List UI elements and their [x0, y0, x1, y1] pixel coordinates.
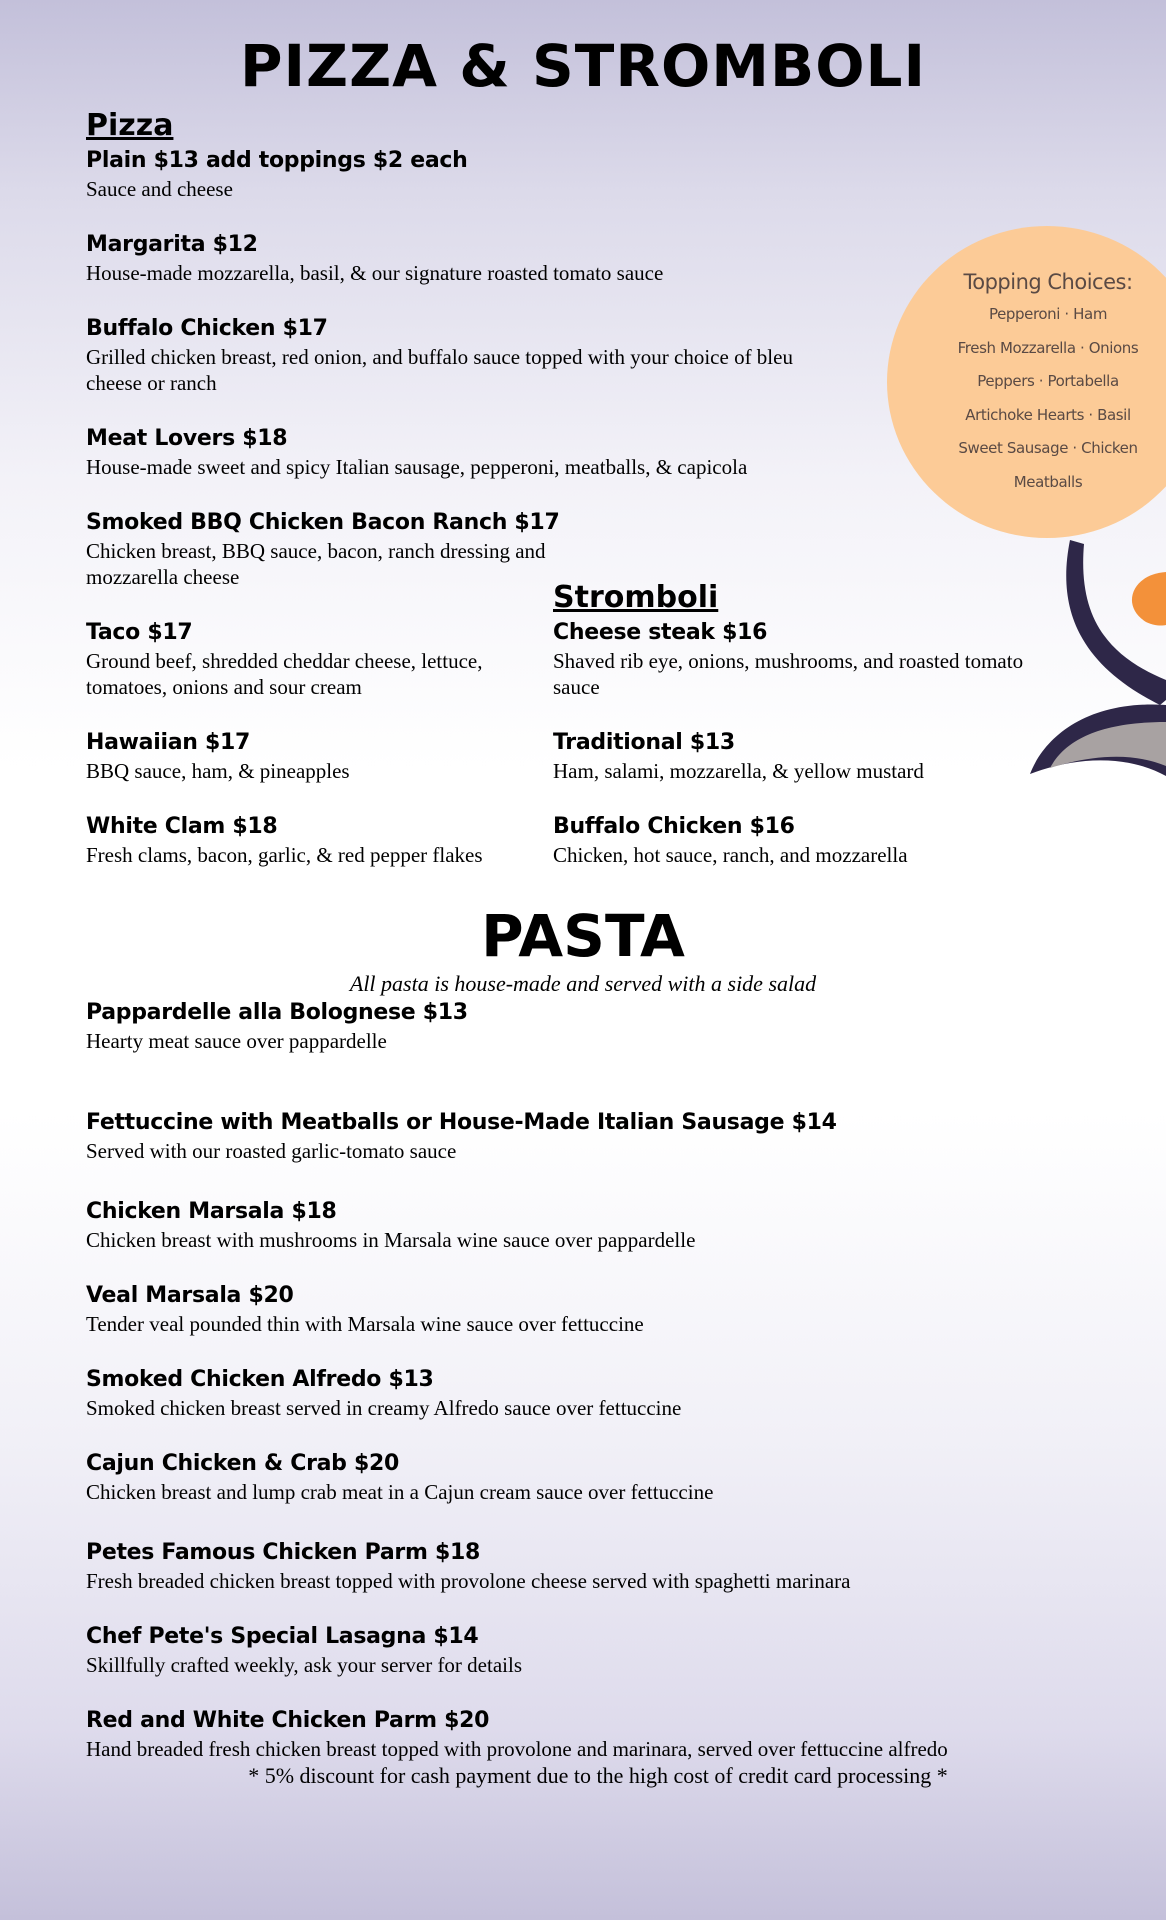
- item-name: Chef Pete's Special Lasagna $14: [86, 1624, 479, 1649]
- illustration-orange-shape: [1132, 572, 1166, 626]
- item-desc: Ground beef, shredded cheddar cheese, lettuce, tomatoes, onions and sour cream: [86, 649, 483, 699]
- item-desc: Hand breaded fresh chicken breast topped with provolone and marinara, served over fettuccine alfredo: [86, 1737, 948, 1761]
- item-name: Smoked Chicken Alfredo $13: [86, 1367, 434, 1392]
- item-name: Buffalo Chicken $16: [553, 814, 795, 839]
- menu-item: [86, 1449, 1086, 1505]
- item-name: Hawaiian $17: [86, 730, 250, 755]
- item-name: Cheese steak $16: [553, 620, 768, 645]
- menu-item: [86, 314, 806, 396]
- item-name: Smoked BBQ Chicken Bacon Ranch $17: [86, 510, 560, 535]
- menu-item: [86, 812, 556, 868]
- item-desc: BBQ sauce, ham, & pineapples: [86, 759, 350, 783]
- item-name: White Clam $18: [86, 814, 278, 839]
- item-desc: Chicken breast, BBQ sauce, bacon, ranch dressing and mozzarella cheese: [86, 539, 546, 589]
- stromboli-heading: Stromboli: [553, 580, 719, 615]
- menu-item: [86, 998, 1086, 1054]
- menu-item: [86, 424, 846, 480]
- menu-item: [86, 1622, 1086, 1678]
- item-desc: Fresh clams, bacon, garlic, & red pepper flakes: [86, 843, 483, 867]
- menu-item: [86, 728, 546, 784]
- item-name: Taco $17: [86, 620, 193, 645]
- item-desc: Ham, salami, mozzarella, & yellow mustard: [553, 759, 924, 783]
- menu-item: [86, 230, 806, 286]
- menu-item: [86, 1108, 1086, 1164]
- item-name: Margarita $12: [86, 232, 258, 257]
- menu-item: [86, 1706, 1162, 1762]
- item-desc: Chicken, hot sauce, ranch, and mozzarella: [553, 843, 908, 867]
- topping-row: Meatballs: [1013, 472, 1083, 491]
- item-name: Buffalo Chicken $17: [86, 316, 328, 341]
- item-desc: Hearty meat sauce over pappardelle: [86, 1029, 387, 1053]
- item-desc: Fresh breaded chicken breast topped with provolone cheese served with spaghetti marinara: [86, 1569, 851, 1593]
- cash-discount-note: * 5% discount for cash payment due to the high cost of credit card processing *: [248, 1763, 948, 1788]
- topping-row: Peppers · Portabella: [977, 372, 1119, 390]
- pizza-heading: Pizza: [86, 108, 174, 143]
- item-desc: Served with our roasted garlic-tomato sauce: [86, 1139, 457, 1163]
- item-desc: Chicken breast with mushrooms in Marsala wine sauce over pappardelle: [86, 1228, 696, 1252]
- item-desc: Tender veal pounded thin with Marsala wine sauce over fettuccine: [86, 1312, 644, 1336]
- item-name: Petes Famous Chicken Parm $18: [86, 1540, 480, 1565]
- item-name: Chicken Marsala $18: [86, 1199, 337, 1224]
- item-name: Veal Marsala $20: [86, 1283, 294, 1308]
- item-name: Traditional $13: [553, 730, 735, 755]
- item-desc: Sauce and cheese: [86, 177, 233, 201]
- topping-row: Pepperoni · Ham: [988, 305, 1108, 323]
- item-desc: Smoked chicken breast served in creamy Alfredo sauce over fettuccine: [86, 1396, 682, 1420]
- item-name: Pappardelle alla Bolognese $13: [86, 1000, 468, 1025]
- item-desc: House-made sweet and spicy Italian sausage, pepperoni, meatballs, & capicola: [86, 455, 748, 479]
- topping-row: Fresh Mozzarella · Onions: [957, 338, 1139, 357]
- menu-item: [86, 1281, 1086, 1337]
- page-title: PIZZA & STROMBOLI: [239, 32, 927, 100]
- item-desc: Shaved rib eye, onions, mushrooms, and roasted tomato sauce: [553, 649, 1024, 699]
- item-desc: Skillfully crafted weekly, ask your server for details: [86, 1653, 522, 1677]
- pasta-subtitle: All pasta is house-made and served with a side salad: [349, 971, 817, 996]
- item-desc: Chicken breast and lump crab meat in a Cajun cream sauce over fettuccine: [86, 1480, 714, 1504]
- menu-item: [553, 618, 1073, 700]
- topping-row: Sweet Sausage · Chicken: [958, 439, 1138, 457]
- menu-item: [86, 1538, 1146, 1594]
- item-desc: Grilled chicken breast, red onion, and buffalo sauce topped with your choice of bleu cheese or ranch: [86, 345, 793, 395]
- menu-item: [86, 1365, 1086, 1421]
- topping-choices: [938, 266, 1158, 499]
- menu-item: [86, 1197, 1086, 1253]
- item-name: Plain $13 add toppings $2 each: [86, 148, 468, 173]
- item-name: Red and White Chicken Parm $20: [86, 1708, 490, 1733]
- menu-item: [86, 618, 546, 700]
- topping-title: Topping Choices:: [963, 270, 1133, 294]
- topping-row: Artichoke Hearts · Basil: [965, 405, 1131, 424]
- menu-item: [86, 508, 560, 590]
- item-name: Cajun Chicken & Crab $20: [86, 1451, 400, 1476]
- menu-item: [86, 146, 806, 202]
- pasta-heading: PASTA: [481, 902, 685, 970]
- menu-item: [553, 812, 1073, 868]
- item-desc: House-made mozzarella, basil, & our signature roasted tomato sauce: [86, 261, 664, 285]
- item-name: Fettuccine with Meatballs or House-Made Italian Sausage $14: [86, 1110, 837, 1135]
- item-name: Meat Lovers $18: [86, 426, 288, 451]
- menu-item: [553, 728, 1073, 784]
